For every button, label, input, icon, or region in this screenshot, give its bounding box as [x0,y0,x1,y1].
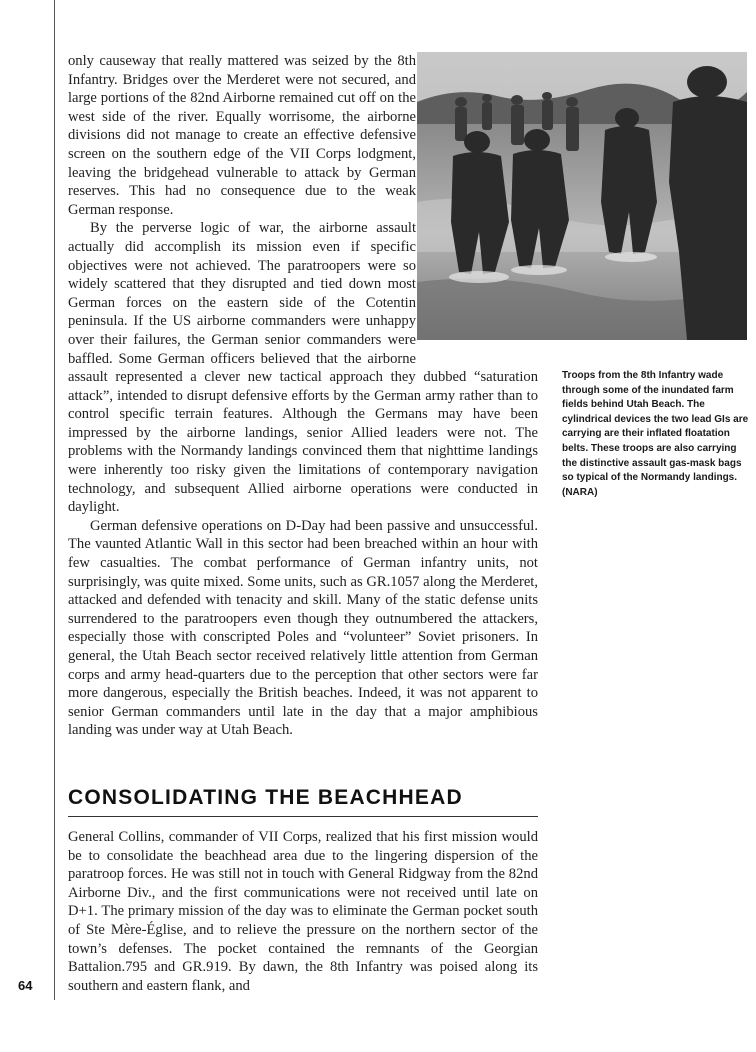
section-heading: CONSOLIDATING THE BEACHHEAD [68,786,463,809]
margin-rule [54,0,55,1000]
photo-wrap-space [428,52,756,350]
paragraph: German defensive operations on D-Day had been passive and unsuccessful. The vaunted Atlantic Wall in this sector had been breached within an hour with few casualties. The combat performance of German infantry units, not surprisingly, was quite mixed. Some units, such as GR.1057 along the Merderet, attacked and defended with tenacity and skill. Many of the static defense units surrendered to the paratroopers even though they outnumbered the attackers, especially those with conscripted Poles and “volunteer” Soviet prisoners. In general, the Utah Beach sector received relatively little attention from German corps and army head-quarters due to the perception that other sectors were far more dangerous, especially the British beaches. Indeed, it was not apparent to senior German commanders until late in the day that a major amphibious landing was under way at Utah Beach. [68,517,538,739]
page-number: 64 [18,978,33,993]
paragraph: General Collins, commander of VII Corps, realized that his first mission would be to consolidate the beachhead area due to the lingering dispersion of the paratroop forces. He was still not in touch with General Ridgway from the 82nd Airborne Div., and the first communications were not received until late on D+1. The primary mission of the day was to eliminate the German pocket south of Ste Mère-Église, and to relieve the pressure on the northern sector of the town’s defenses. The pocket contained the remnants of the Georgian Battalion.795 and GR.919. By dawn, the 8th Infantry was poised along its southern and eastern flank, and [68,829,538,994]
section-heading-wrap [68,786,538,817]
paragraph: By the perverse logic of war, the airborne assault actually did accomplish its mission even if specific objectives were not achieved. The paratroopers were so widely scattered that they disrupted and tied down most German forces on the eastern side of the Cotentin peninsula. If the US airborne commanders were unhappy over their failures, the German senior commanders were baffled. Some German officers believed that the airborne assault represented a clever new tactical approach they dubbed “saturation attack”, intended to disrupt defensive efforts by the German army rather than to control specific terrain features. Although the Germans may have been impressed by the airborne landings, senior Allied leaders were not. The problems with the Normandy landings convinced them that nighttime landings were inherently too risky given the limitations of contemporary navigation technology, and subsequent Allied airborne operations were conducted in daylight. [68,220,538,516]
photo-caption: Troops from the 8th Infantry wade through some of the inundated farm fields behind Utah Beach. The cylindrical devices the two lead GIs are carrying are their inflated floatation belts. These troops are also carrying the distinctive assault gas-mask bags so typical of the Normandy landings. (NARA) [562,370,749,498]
body-text-bottom [68,828,538,995]
body-text-top [68,52,538,740]
heading-rule [68,816,538,817]
paragraph: only causeway that really mattered was seized by the 8th Infantry. Bridges over the Merderet were not secured, and large portions of the 82nd Airborne remained cut off on the west side of the river. Equally worrisome, the airborne divisions did not manage to create an effective defensive screen on the southern edge of the VII Corps lodgment, leaving the bridgehead vulnerable to attack by German reserves. This had no consequence due to the weak German response. [68,53,416,218]
